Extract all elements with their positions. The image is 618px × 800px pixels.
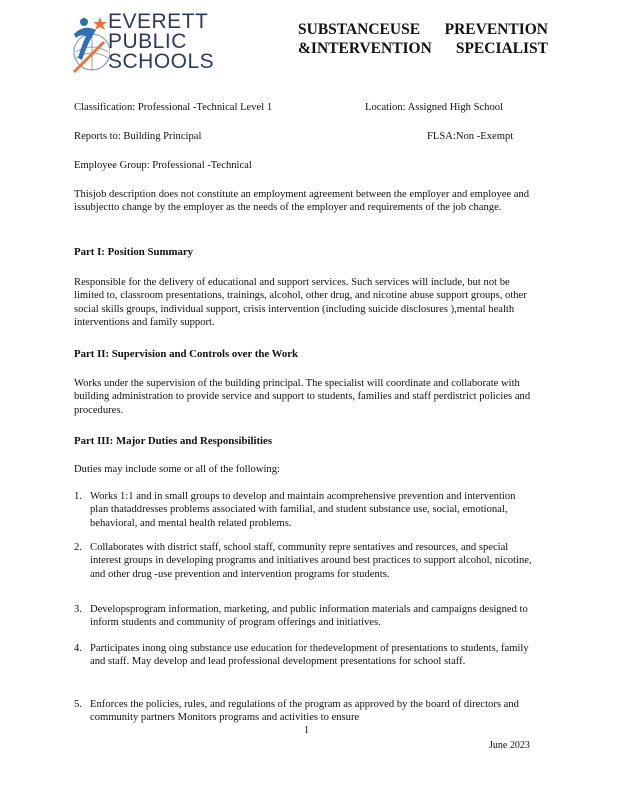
job-title-line: SUBSTANCEUSE PREVENTION xyxy=(298,21,548,38)
duty-item xyxy=(74,541,536,581)
flsa-status: FLSA:Non -Exempt xyxy=(427,131,514,142)
page-number: 1 xyxy=(304,725,309,736)
duty-text: Collaborates with district staff, school staff, community repre sentatives and resources, and special interest groups in developing programs and initiatives around best practices to support alcohol, nicotine, and other drug -use prevention and intervention programs for students. xyxy=(90,542,532,580)
employee-group: Employee Group: Professional -Technical xyxy=(74,160,252,171)
duty-item xyxy=(74,698,536,725)
job-title xyxy=(298,20,548,58)
job-title-line: &INTERVENTION SPECIALIST xyxy=(298,40,548,57)
logo-line: PUBLIC xyxy=(108,30,187,53)
star-icon xyxy=(93,17,107,30)
part2-text: Works under the supervision of the building principal. The specialist will coordinate and collaborate with building administration to provide service and support to students, families and staff perdistrict policies and procedures. xyxy=(74,378,531,416)
duty-text: Enforces the policies, rules, and regulations of the program as approved by the board of directors and community partners Monitors programs and activities to ensure xyxy=(90,699,519,724)
part2-heading: Part II: Supervision and Controls over the Work xyxy=(74,348,299,360)
duty-item xyxy=(74,490,536,530)
part3-heading: Part III: Major Duties and Responsibilities xyxy=(74,435,273,447)
duty-item xyxy=(74,603,536,630)
duty-number: 3. xyxy=(74,604,82,615)
duty-number: 4. xyxy=(74,643,82,654)
logo-line: EVERETT xyxy=(108,10,209,33)
logo-wordmark xyxy=(108,12,214,72)
location: Location: Assigned High School xyxy=(365,102,504,113)
duty-number: 1. xyxy=(74,491,82,502)
logo-figure-icon xyxy=(70,12,110,80)
part1-heading: Part I: Position Summary xyxy=(74,246,194,258)
duty-number: 5. xyxy=(74,699,82,710)
duty-item xyxy=(74,642,536,669)
duty-number: 2. xyxy=(74,542,82,553)
duty-text: Developsprogram information, marketing, and public information materials and campaigns designed to inform students and community of program offerings and initiatives. xyxy=(90,604,528,629)
classification: Classification: Professional -Technical Level 1 xyxy=(74,102,273,113)
duty-text: Participates inong oing substance use education for thedevelopment of presentations to students, family and staff. May develop and lead professional development presentations for school staff. xyxy=(90,643,529,668)
revision-date: June 2023 xyxy=(489,740,530,751)
duty-text: Works 1:1 and in small groups to develop and maintain acomprehensive prevention and intervention plan thataddresses problems associated with familial, and student substance use, social, emotional, behavioral, and mental health related problems. xyxy=(90,491,516,529)
reports-to: Reports to: Building Principal xyxy=(74,131,202,142)
intro-paragraph: Thisjob description does not constitute an employment agreement between the employer and employee and issubjectto change by the employer as the needs of the employer and requirements of the job change. xyxy=(74,189,530,214)
district-logo xyxy=(70,12,240,82)
logo-line: SCHOOLS xyxy=(108,50,215,73)
part1-text: Responsible for the delivery of educational and support services. Such services will include, but not be limited to, classroom presentations, trainings, alcohol, other drug, and nicotine abuse support groups, other social skills groups, individual support, crisis intervention (including suicide disclosures ),mental health interventions and family support. xyxy=(74,277,527,328)
duties-intro: Duties may include some or all of the following: xyxy=(74,464,280,475)
